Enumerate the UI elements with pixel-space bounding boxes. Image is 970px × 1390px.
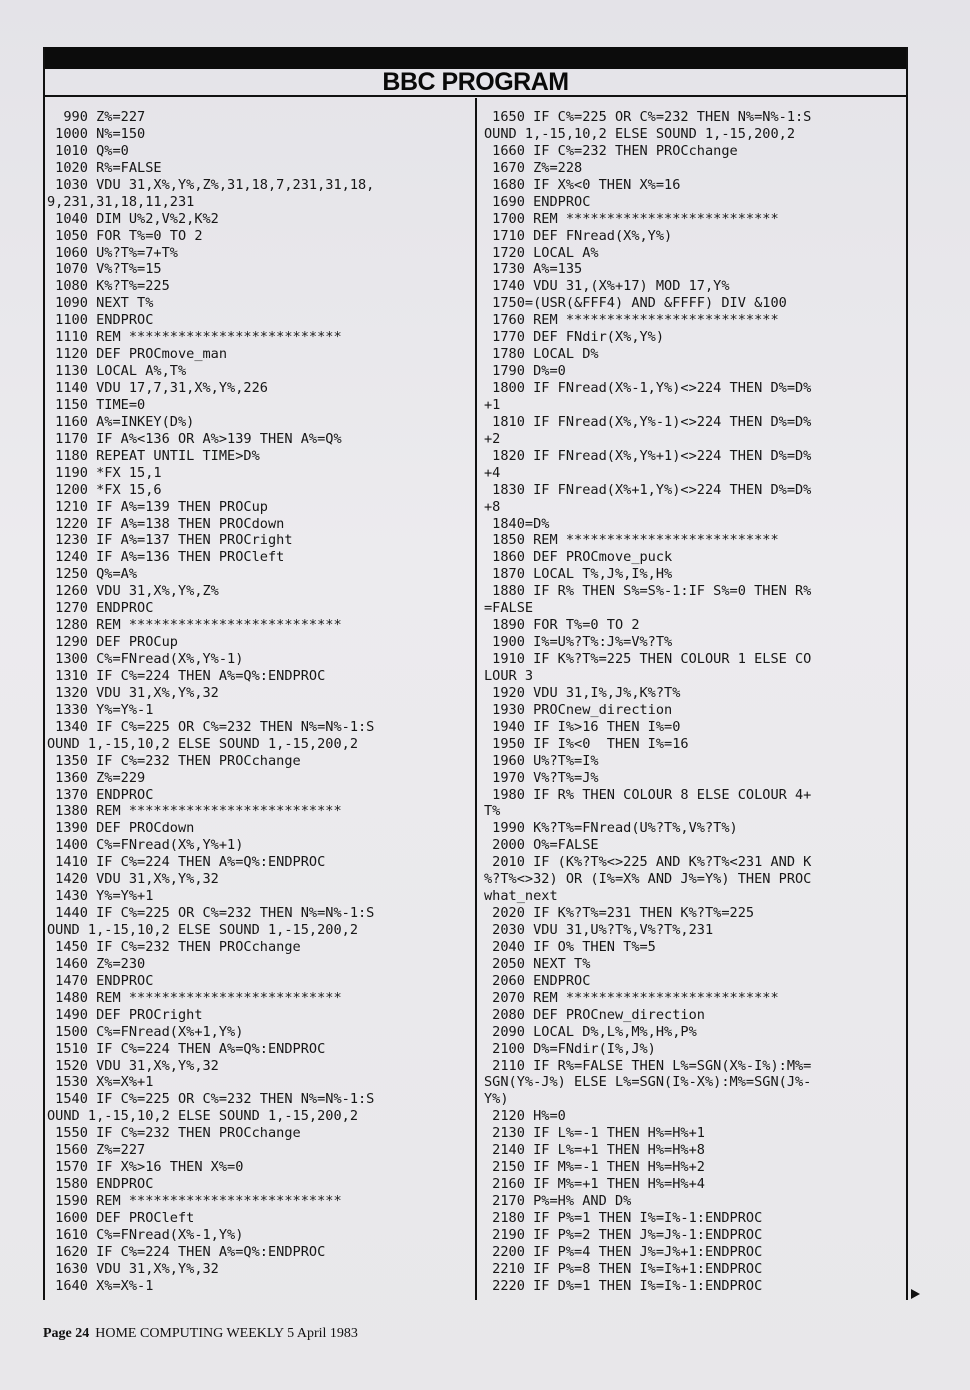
code-line: 1930 PROCnew_direction (484, 701, 673, 718)
section-header (43, 69, 908, 97)
code-line: 1840=D% (484, 515, 550, 532)
page-title: BBC PROGRAM (382, 68, 569, 96)
code-line: 1920 VDU 31,I%,J%,K%?T% (484, 684, 681, 701)
frame-right-rule (906, 47, 908, 1300)
code-line: 1320 VDU 31,X%,Y%,32 (47, 684, 219, 701)
code-line: %?T%<>32) OR (I%=X% AND J%=Y%) THEN PROC (484, 871, 812, 888)
code-line: Y%) (484, 1091, 509, 1108)
code-line: 1770 DEF FNdir(X%,Y%) (484, 329, 665, 346)
column-divider (475, 98, 477, 1300)
code-line: 1800 IF FNread(X%-1,Y%)<>224 THEN D%=D% (484, 380, 812, 396)
code-line: 2030 VDU 31,U%?T%,V%?T%,231 (484, 922, 714, 938)
frame-left-rule (43, 47, 45, 1300)
header-bar (43, 47, 908, 69)
code-line: 1650 IF C%=225 OR C%=232 THEN N%=N%-1:S (484, 109, 812, 125)
code-line: 1270 ENDPROC (47, 600, 154, 617)
code-line: 1820 IF FNread(X%,Y%+1)<>224 THEN D%=D% (484, 447, 812, 464)
code-line: 2210 IF P%=8 THEN I%=I%+1:ENDPROC (484, 1260, 763, 1277)
code-line: 1350 IF C%=232 THEN PROCchange (47, 752, 301, 769)
code-line: 2010 IF (K%?T%<>225 AND K%?T%<231 AND K (484, 854, 812, 871)
code-line: 2200 IF P%=4 THEN J%=J%+1:ENDPROC (484, 1243, 763, 1260)
code-line: OUND 1,-15,10,2 ELSE SOUND 1,-15,200,2 (484, 125, 795, 142)
code-line: 1240 IF A%=136 THEN PROCleft (47, 549, 285, 566)
code-line: 2180 IF P%=1 THEN I%=I%-1:ENDPROC (484, 1209, 763, 1226)
code-line: 1020 R%=FALSE (47, 159, 162, 176)
right-arrow-icon (911, 1289, 920, 1299)
code-line: 1630 VDU 31,X%,Y%,32 (47, 1260, 219, 1277)
code-line: 2100 D%=FNdir(I%,J%) (484, 1040, 656, 1057)
code-line: 2060 ENDPROC (484, 972, 591, 989)
code-line: 1570 IF X%>16 THEN X%=0 (47, 1159, 244, 1176)
code-line: 1340 IF C%=225 OR C%=232 THEN N%=N%-1:S (47, 718, 375, 735)
code-line: 1010 Q%=0 (47, 142, 129, 159)
code-line: T% (484, 803, 501, 820)
code-line: 2080 DEF PROCnew_direction (484, 1006, 705, 1023)
code-line: 1860 DEF PROCmove_puck (484, 549, 673, 566)
code-column-left (47, 109, 472, 1295)
code-line: 1230 IF A%=137 THEN PROCright (47, 532, 293, 549)
code-line: 2150 IF M%=-1 THEN H%=H%+2 (484, 1159, 705, 1176)
code-line: 2130 IF L%=-1 THEN H%=H%+1 (484, 1125, 705, 1142)
code-line: 1050 FOR T%=0 TO 2 (47, 227, 203, 244)
code-line: 1880 IF R% THEN S%=S%-1:IF S%=0 THEN R% (484, 583, 812, 600)
code-line: 1620 IF C%=224 THEN A%=Q%:ENDPROC (47, 1243, 326, 1260)
code-line: 2120 H%=0 (484, 1108, 566, 1125)
code-line: 1310 IF C%=224 THEN A%=Q%:ENDPROC (47, 667, 326, 684)
code-line: 990 Z%=227 (47, 109, 146, 125)
code-line: OUND 1,-15,10,2 ELSE SOUND 1,-15,200,2 (47, 735, 358, 752)
code-line: 1750=(USR(&FFF4) AND &FFFF) DIV &100 (484, 295, 787, 312)
code-line: 1070 V%?T%=15 (47, 261, 162, 278)
code-line: 1430 Y%=Y%+1 (47, 888, 154, 905)
code-line: 1780 LOCAL D% (484, 346, 599, 363)
code-line: 1440 IF C%=225 OR C%=232 THEN N%=N%-1:S (47, 905, 375, 922)
code-line: 1280 REM ************************** (47, 617, 342, 634)
page-footer (43, 1326, 358, 1342)
code-line: SGN(Y%-J%) ELSE L%=SGN(I%-X%):M%=SGN(J%- (484, 1074, 812, 1091)
page-number: Page 24 (43, 1326, 90, 1341)
code-line: 1330 Y%=Y%-1 (47, 701, 154, 718)
publication-line: HOME COMPUTING WEEKLY 5 April 1983 (95, 1326, 358, 1341)
code-line: 1830 IF FNread(X%+1,Y%)<>224 THEN D%=D% (484, 481, 812, 498)
code-line: 2190 IF P%=2 THEN J%=J%-1:ENDPROC (484, 1226, 763, 1243)
code-line: 1610 C%=FNread(X%-1,Y%) (47, 1226, 244, 1243)
code-line: 2140 IF L%=+1 THEN H%=H%+8 (484, 1142, 705, 1159)
code-line: 1890 FOR T%=0 TO 2 (484, 617, 640, 634)
code-line: 1670 Z%=228 (484, 159, 583, 176)
code-line: 2220 IF D%=1 THEN I%=I%-1:ENDPROC (484, 1277, 763, 1294)
code-line: 2020 IF K%?T%=231 THEN K%?T%=225 (484, 905, 755, 922)
code-line: 1400 C%=FNread(X%,Y%+1) (47, 837, 244, 854)
code-line: 1700 REM ************************** (484, 210, 779, 227)
code-line: 1550 IF C%=232 THEN PROCchange (47, 1125, 301, 1142)
code-line: 1680 IF X%<0 THEN X%=16 (484, 176, 681, 193)
code-line: 1510 IF C%=224 THEN A%=Q%:ENDPROC (47, 1040, 326, 1057)
code-line: 1520 VDU 31,X%,Y%,32 (47, 1057, 219, 1074)
code-line: 1640 X%=X%-1 (47, 1277, 154, 1294)
code-line: 1030 VDU 31,X%,Y%,Z%,31,18,7,231,31,18, (47, 176, 375, 193)
code-line: 1480 REM ************************** (47, 989, 342, 1006)
code-line: 1850 REM ************************** (484, 532, 779, 549)
code-line: 1990 K%?T%=FNread(U%?T%,V%?T%) (484, 820, 738, 837)
code-line: 1730 A%=135 (484, 261, 583, 278)
code-line: OUND 1,-15,10,2 ELSE SOUND 1,-15,200,2 (47, 922, 358, 938)
code-line: 1190 *FX 15,1 (47, 464, 162, 481)
code-line: 1390 DEF PROCdown (47, 820, 195, 837)
code-line: 2050 NEXT T% (484, 955, 591, 972)
code-line: 1210 IF A%=139 THEN PROCup (47, 498, 268, 515)
code-line: +1 (484, 396, 501, 413)
code-line: 2170 P%=H% AND D% (484, 1193, 632, 1209)
code-line: OUND 1,-15,10,2 ELSE SOUND 1,-15,200,2 (47, 1108, 358, 1125)
code-line: 1790 D%=0 (484, 363, 566, 380)
code-line: 2070 REM ************************** (484, 989, 779, 1006)
code-line: 1290 DEF PROCup (47, 634, 178, 651)
code-line: 1530 X%=X%+1 (47, 1074, 154, 1091)
code-line: 2160 IF M%=+1 THEN H%=H%+4 (484, 1176, 705, 1193)
code-line: 1740 VDU 31,(X%+17) MOD 17,Y% (484, 278, 730, 295)
code-line: 1460 Z%=230 (47, 955, 146, 972)
code-line: 1000 N%=150 (47, 125, 146, 142)
code-column-right (484, 109, 904, 1295)
code-line: 1360 Z%=229 (47, 769, 146, 786)
code-line: 1370 ENDPROC (47, 786, 154, 803)
code-line: 1690 ENDPROC (484, 193, 591, 210)
code-line: 1910 IF K%?T%=225 THEN COLOUR 1 ELSE CO (484, 651, 812, 667)
code-line: 1380 REM ************************** (47, 803, 342, 820)
code-line: 1120 DEF PROCmove_man (47, 346, 228, 363)
code-line: 1500 C%=FNread(X%+1,Y%) (47, 1023, 244, 1040)
code-line: 1660 IF C%=232 THEN PROCchange (484, 142, 738, 159)
code-line: 1600 DEF PROCleft (47, 1209, 195, 1226)
code-line: +4 (484, 464, 501, 481)
code-line: 1130 LOCAL A%,T% (47, 363, 187, 380)
code-line: 1470 ENDPROC (47, 972, 154, 989)
code-line: 1260 VDU 31,X%,Y%,Z% (47, 583, 219, 600)
code-line: 2000 O%=FALSE (484, 837, 599, 854)
code-line: 1940 IF I%>16 THEN I%=0 (484, 718, 681, 735)
code-line: 2040 IF O% THEN T%=5 (484, 938, 656, 955)
code-line: 1150 TIME=0 (47, 396, 146, 413)
code-line: 1140 VDU 17,7,31,X%,Y%,226 (47, 380, 268, 396)
code-line: =FALSE (484, 600, 534, 617)
code-line: 1540 IF C%=225 OR C%=232 THEN N%=N%-1:S (47, 1091, 375, 1108)
code-line: 1100 ENDPROC (47, 312, 154, 329)
code-line: 2110 IF R%=FALSE THEN L%=SGN(X%-I%):M%= (484, 1057, 812, 1074)
code-line: 1970 V%?T%=J% (484, 769, 599, 786)
code-line: 1300 C%=FNread(X%,Y%-1) (47, 651, 244, 667)
code-line: what_next (484, 888, 558, 905)
code-line: LOUR 3 (484, 667, 534, 684)
code-line: 1410 IF C%=224 THEN A%=Q%:ENDPROC (47, 854, 326, 871)
code-line: 1160 A%=INKEY(D%) (47, 413, 195, 430)
code-line: 1180 REPEAT UNTIL TIME>D% (47, 447, 260, 464)
code-line: 1590 REM ************************** (47, 1193, 342, 1209)
code-line: 1980 IF R% THEN COLOUR 8 ELSE COLOUR 4+ (484, 786, 812, 803)
code-line: 1720 LOCAL A% (484, 244, 599, 261)
code-line: 1090 NEXT T% (47, 295, 154, 312)
code-line: 1870 LOCAL T%,J%,I%,H% (484, 566, 673, 583)
code-line: 1950 IF I%<0 THEN I%=16 (484, 735, 689, 752)
code-line: 1810 IF FNread(X%,Y%-1)<>224 THEN D%=D% (484, 413, 812, 430)
code-line: 1710 DEF FNread(X%,Y%) (484, 227, 673, 244)
code-line: 1110 REM ************************** (47, 329, 342, 346)
code-line: +8 (484, 498, 501, 515)
code-line: 1060 U%?T%=7+T% (47, 244, 178, 261)
code-line: 1900 I%=U%?T%:J%=V%?T% (484, 634, 673, 651)
code-line: 1220 IF A%=138 THEN PROCdown (47, 515, 285, 532)
code-line: 1170 IF A%<136 OR A%>139 THEN A%=Q% (47, 430, 342, 447)
code-line: 1450 IF C%=232 THEN PROCchange (47, 938, 301, 955)
code-line: 1080 K%?T%=225 (47, 278, 170, 295)
code-line: 2090 LOCAL D%,L%,M%,H%,P% (484, 1023, 697, 1040)
code-line: 1040 DIM U%2,V%2,K%2 (47, 210, 219, 227)
code-line: 1760 REM ************************** (484, 312, 779, 329)
code-line: 1960 U%?T%=I% (484, 752, 599, 769)
code-line: 1200 *FX 15,6 (47, 481, 162, 498)
code-line: 1560 Z%=227 (47, 1142, 146, 1159)
code-line: 1250 Q%=A% (47, 566, 138, 583)
code-line: 9,231,31,18,11,231 (47, 193, 195, 210)
code-line: 1420 VDU 31,X%,Y%,32 (47, 871, 219, 888)
code-line: 1490 DEF PROCright (47, 1006, 203, 1023)
code-line: +2 (484, 430, 501, 447)
code-line: 1580 ENDPROC (47, 1176, 154, 1193)
